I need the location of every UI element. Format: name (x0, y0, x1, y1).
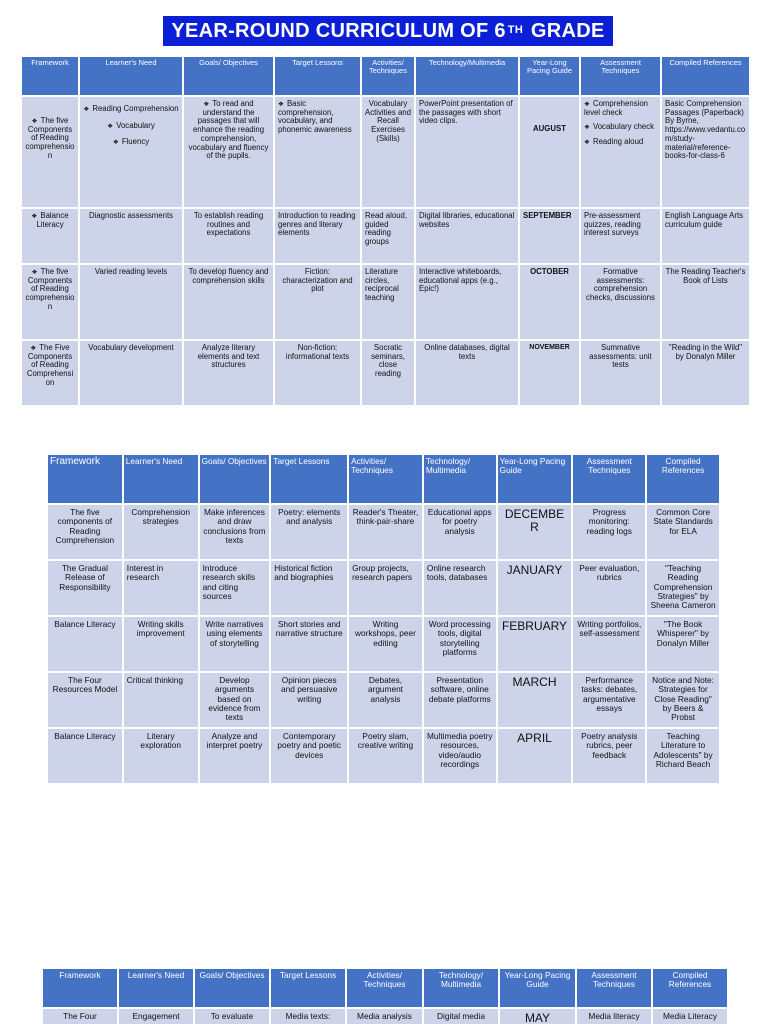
cell-activities: Group projects, research papers (349, 561, 422, 615)
header-references: Compiled References (647, 455, 719, 503)
cell-need: Literary exploration (124, 729, 198, 783)
cell-month: JANUARY (498, 561, 572, 615)
title-text: YEAR-ROUND CURRICULUM OF 6 (171, 19, 506, 42)
table-header-row (43, 969, 727, 1007)
title-text-end: GRADE (530, 19, 605, 42)
header-technology: Technology/ Multimedia (424, 455, 496, 503)
header-target-lessons: Target Lessons (271, 455, 347, 503)
cell-need: Writing skills improvement (124, 617, 198, 671)
cell-activities: Reader's Theater, think-pair-share (349, 505, 422, 559)
cell-references: Teaching Literature to Adolescents" by Richard Beach (647, 729, 719, 783)
header-framework: Framework (48, 455, 122, 503)
cell-month: MARCH (498, 673, 572, 727)
cell-goals: Analyze and interpret poetry (200, 729, 270, 783)
cell-framework: Balance Literacy (48, 729, 122, 783)
header-goals: Goals/ Objectives (200, 455, 270, 503)
cell-lessons: Historical fiction and biographies (271, 561, 347, 615)
cell-need: Critical thinking (124, 673, 198, 727)
cell-assessment: Media literacy (577, 1009, 651, 1024)
cell-goals: ❖ To read and understand the passages that will enhance the reading comprehension, vocabulary and fluency of the pupils. (184, 97, 273, 207)
cell-need: Varied reading levels (80, 265, 182, 339)
cell-goals: To evaluate (195, 1009, 269, 1024)
cell-assessment: Performance tasks: debates, argumentative essays (573, 673, 645, 727)
header-references: Compiled References (653, 969, 727, 1007)
header-goals: Goals/ Objectives (195, 969, 269, 1007)
cell-technology: PowerPoint presentation of the passages with short video clips. (416, 97, 518, 207)
header-framework: Framework (43, 969, 117, 1007)
cell-need: Diagnostic assessments (80, 209, 182, 263)
cell-assessment: Pre-assessment quizzes, reading interest surveys (581, 209, 660, 263)
header-pacing: Year-Long Pacing Guide (500, 969, 575, 1007)
cell-month: OCTOBER (520, 265, 579, 339)
cell-assessment: Writing portfolios, self-assessment (573, 617, 645, 671)
cell-activities: Read aloud, guided reading groups (362, 209, 414, 263)
cell-lessons: Media texts: (271, 1009, 345, 1024)
cell-references: English Language Arts curriculum guide (662, 209, 749, 263)
cell-lessons: Poetry: elements and analysis (271, 505, 347, 559)
cell-goals: Write narratives using elements of storytelling (200, 617, 270, 671)
cell-framework: Balance Literacy (48, 617, 122, 671)
cell-activities: Media analysis (347, 1009, 422, 1024)
table-row (43, 1009, 727, 1024)
header-pacing: Year-Long Pacing Guide (498, 455, 572, 503)
cell-technology: Multimedia poetry resources, video/audio recordings (424, 729, 496, 783)
cell-need: Interest in research (124, 561, 198, 615)
cell-activities: Socratic seminars, close reading (362, 341, 414, 405)
cell-references: Notice and Note: Strategies for Close Reading" by Beers & Probst (647, 673, 719, 727)
cell-technology: Online databases, digital texts (416, 341, 518, 405)
cell-month: DECEMBER (498, 505, 572, 559)
header-learners-need: Learner's Need (80, 57, 182, 95)
header-activities: Activities/ Techniques (349, 455, 422, 503)
cell-framework: ❖ The five Components of Reading comprehension (22, 97, 78, 207)
cell-assessment: Poetry analysis rubrics, peer feedback (573, 729, 645, 783)
cell-references: "The Book Whisperer" by Donalyn Miller (647, 617, 719, 671)
cell-activities: Writing workshops, peer editing (349, 617, 422, 671)
cell-need: Comprehension strategies (124, 505, 198, 559)
header-learners-need: Learner's Need (124, 455, 198, 503)
cell-framework: ❖ Balance Literacy (22, 209, 78, 263)
cell-framework: The five components of Reading Comprehension (48, 505, 122, 559)
cell-framework: The Gradual Release of Responsibility (48, 561, 122, 615)
cell-need: ❖ Reading Comprehension ❖ Vocabulary ❖ Fluency (80, 97, 182, 207)
cell-assessment: Progress monitoring: reading logs (573, 505, 645, 559)
cell-lessons: ❖ Basic comprehension, vocabulary, and phonemic awareness (275, 97, 360, 207)
cell-month: NOVEMBER (520, 341, 579, 405)
header-technology: Technology/Multimedia (416, 57, 518, 95)
cell-month: MAY (500, 1009, 575, 1024)
cell-technology: Interactive whiteboards, educational apps (e.g., Epic!) (416, 265, 518, 339)
header-assessment: Assessment Techniques (577, 969, 651, 1007)
cell-framework: The Four (43, 1009, 117, 1024)
cell-goals: To develop fluency and comprehension skills (184, 265, 273, 339)
header-references: Compiled References (662, 57, 749, 95)
cell-lessons: Contemporary poetry and poetic devices (271, 729, 347, 783)
cell-month: AUGUST (520, 97, 579, 207)
cell-assessment: ❖ Comprehension level check ❖ Vocabulary check ❖ Reading aloud (581, 97, 660, 207)
cell-month: FEBRUARY (498, 617, 572, 671)
header-framework: Framework (22, 57, 78, 95)
cell-technology: Presentation software, online debate platforms (424, 673, 496, 727)
cell-technology: Educational apps for poetry analysis (424, 505, 496, 559)
curriculum-table-3 (41, 967, 729, 1024)
cell-lessons: Non-fiction: informational texts (275, 341, 360, 405)
header-learners-need: Learner's Need (119, 969, 193, 1007)
header-assessment: Assessment Techniques (573, 455, 645, 503)
cell-framework: The Four Resources Model (48, 673, 122, 727)
cell-references: Media Literacy (653, 1009, 727, 1024)
cell-assessment: Summative assessments: unit tests (581, 341, 660, 405)
cell-lessons: Opinion pieces and persuasive writing (271, 673, 347, 727)
cell-references: Basic Comprehension Passages (Paperback) By Byrne, https://www.vedantu.com/study-material/reference-books-for-class-6 (662, 97, 749, 207)
cell-goals: Develop arguments based on evidence from texts (200, 673, 270, 727)
cell-activities: Debates, argument analysis (349, 673, 422, 727)
cell-goals: Make inferences and draw conclusions from texts (200, 505, 270, 559)
cell-lessons: Fiction: characterization and plot (275, 265, 360, 339)
cell-references: Common Core State Standards for ELA (647, 505, 719, 559)
cell-lessons: Introduction to reading genres and literary elements (275, 209, 360, 263)
cell-assessment: Formative assessments: comprehension checks, discussions (581, 265, 660, 339)
cell-framework: ❖ The five Components of Reading comprehension (22, 265, 78, 339)
cell-technology: Word processing tools, digital storytelling platforms (424, 617, 496, 671)
cell-goals: To establish reading routines and expectations (184, 209, 273, 263)
cell-references: "Teaching Reading Comprehension Strategies" by Sheena Cameron (647, 561, 719, 615)
cell-references: "Reading in the Wild" by Donalyn Miller (662, 341, 749, 405)
cell-lessons: Short stories and narrative structure (271, 617, 347, 671)
cell-references: The Reading Teacher's Book of Lists (662, 265, 749, 339)
cell-technology: Online research tools, databases (424, 561, 496, 615)
cell-framework: ❖ The Five Components of Reading Comprehension (22, 341, 78, 405)
cell-need: Vocabulary development (80, 341, 182, 405)
cell-assessment: Peer evaluation, rubrics (573, 561, 645, 615)
header-technology: Technology/ Multimedia (424, 969, 498, 1007)
cell-goals: Introduce research skills and citing sources (200, 561, 270, 615)
header-goals: Goals/ Objectives (184, 57, 273, 95)
cell-month: APRIL (498, 729, 572, 783)
cell-need: Engagement (119, 1009, 193, 1024)
header-assessment: Assessment Techniques (581, 57, 660, 95)
header-target-lessons: Target Lessons (271, 969, 345, 1007)
cell-activities: Poetry slam, creative writing (349, 729, 422, 783)
cell-goals: Analyze literary elements and text structures (184, 341, 273, 405)
header-activities: Activities/ Techniques (347, 969, 422, 1007)
header-pacing: Year-Long Pacing Guide (520, 57, 579, 95)
cell-technology: Digital libraries, educational websites (416, 209, 518, 263)
cell-month: SEPTEMBER (520, 209, 579, 263)
cell-technology: Digital media (424, 1009, 498, 1024)
cell-activities: Vocabulary Activities and Recall Exercises (Skills) (362, 97, 414, 207)
cell-activities: Literature circles, reciprocal teaching (362, 265, 414, 339)
title-superscript: TH (507, 24, 524, 36)
header-target-lessons: Target Lessons (275, 57, 360, 95)
header-activities: Activities/ Techniques (362, 57, 414, 95)
